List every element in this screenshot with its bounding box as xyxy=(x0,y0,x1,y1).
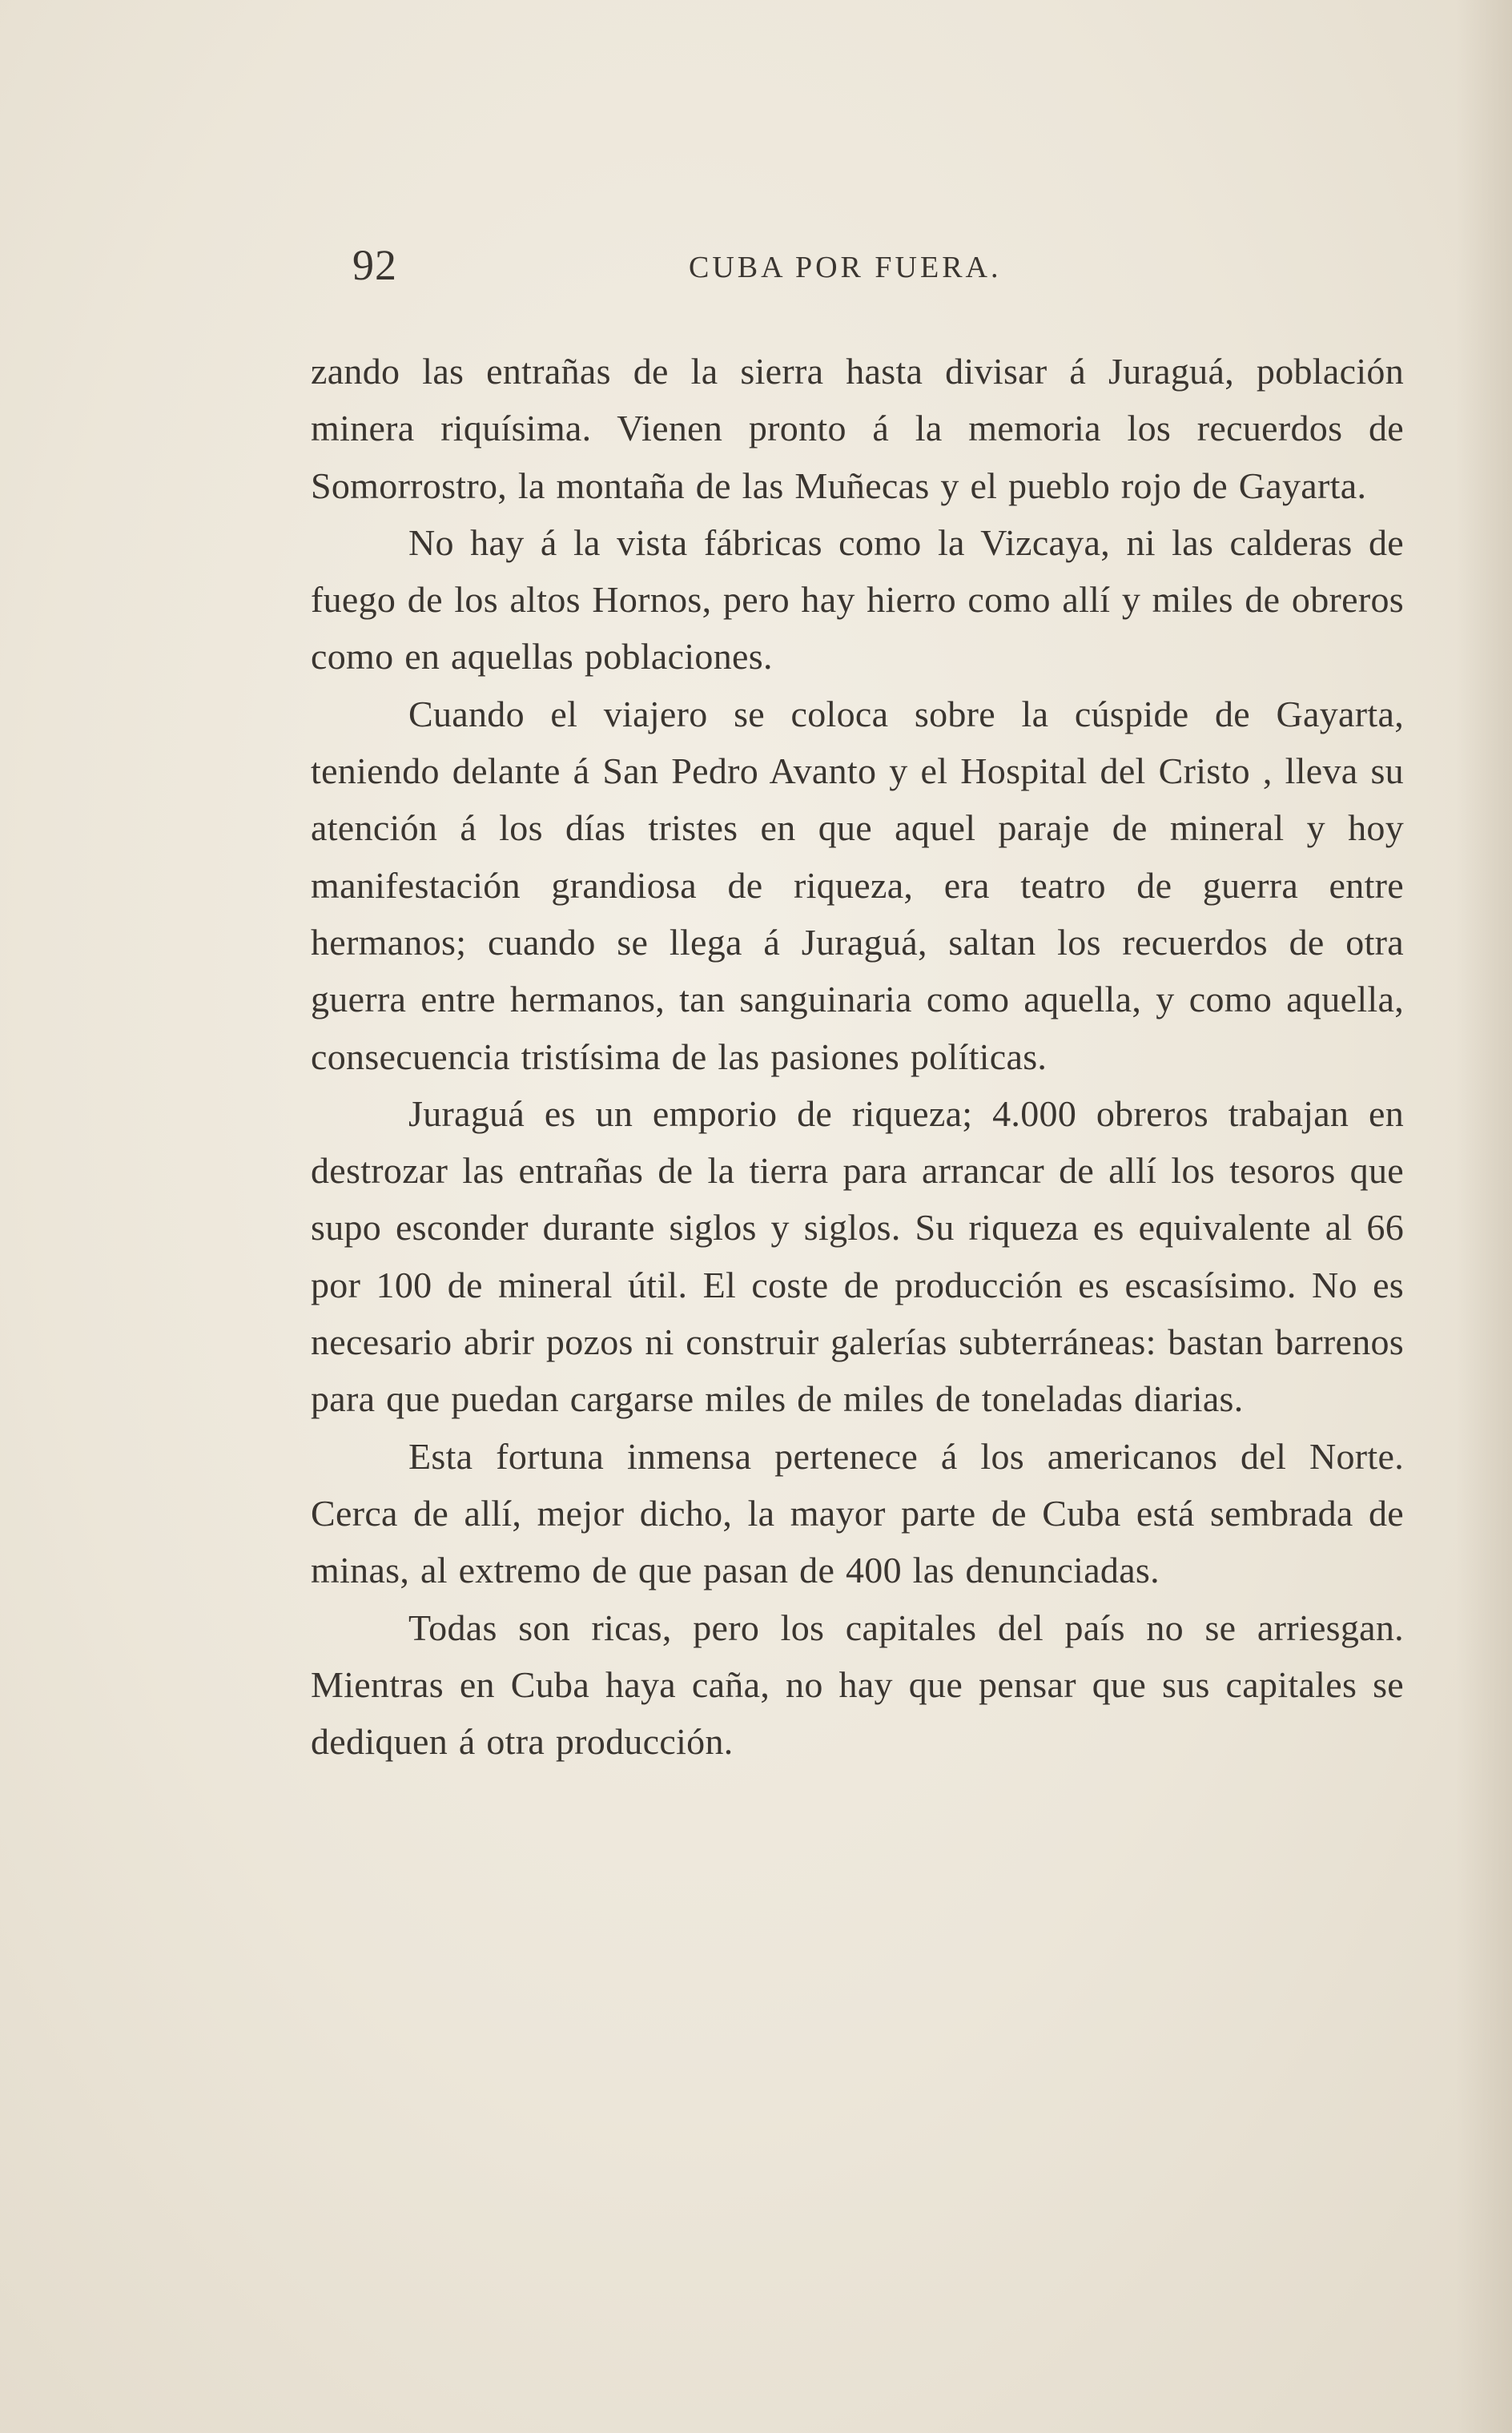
paragraph: Cuando el viajero se coloca sobre la cúspide de Gayarta, teniendo delante á San Pedro Avanto y el Hospital del Cristo , lleva su atención á los días tristes en que aquel paraje de mineral y hoy manifestación grandiosa de riqueza, era teatro de guerra entre hermanos; cuando se llega á Juraguá, saltan los recuerdos de otra guerra entre hermanos, tan sanguinaria como aquella, y como aquella, consecuencia tristísima de las pasiones políticas. xyxy=(311,693,1404,1077)
paragraph: Juraguá es un emporio de riqueza; 4.000 obreros trabajan en destrozar las entrañas de la tierra para arrancar de allí los tesoros que supo esconder durante siglos y siglos. Su riqueza es equivalente al 66 por 100 de mineral útil. El coste de producción es escasísimo. No es necesario abrir pozos ni construir galerías subterráneas: bastan barrenos para que puedan cargarse miles de miles de toneladas diarias. xyxy=(311,1092,1404,1420)
paragraph: Esta fortuna inmensa pertenece á los americanos del Norte. Cerca de allí, mejor dicho, la mayor parte de Cuba está sembrada de minas, al extremo de que pasan de 400 las denunciadas. xyxy=(311,1435,1404,1591)
body-text xyxy=(311,343,1404,1770)
paragraph-continuation: zando las entrañas de la sierra hasta divisar á Juraguá, población minera riquísima. Vienen pronto á la memoria los recuerdos de Somorrostro, la montaña de las Muñecas y el pueblo rojo de Gayarta. xyxy=(311,351,1404,506)
running-head: CUBA POR FUERA. xyxy=(689,251,1002,284)
paragraph: No hay á la vista fábricas como la Vizcaya, ni las calderas de fuego de los altos Hornos, pero hay hierro como allí y miles de obreros como en aquellas poblaciones. xyxy=(311,521,1404,678)
page-header xyxy=(352,240,1418,304)
page-number: 92 xyxy=(352,241,397,289)
paragraph: Todas son ricas, pero los capitales del país no se arriesgan. Mientras en Cuba haya caña, no hay que pensar que sus capitales se dediquen á otra producción. xyxy=(311,1607,1404,1763)
page-edge-shadow xyxy=(1456,0,1512,2433)
